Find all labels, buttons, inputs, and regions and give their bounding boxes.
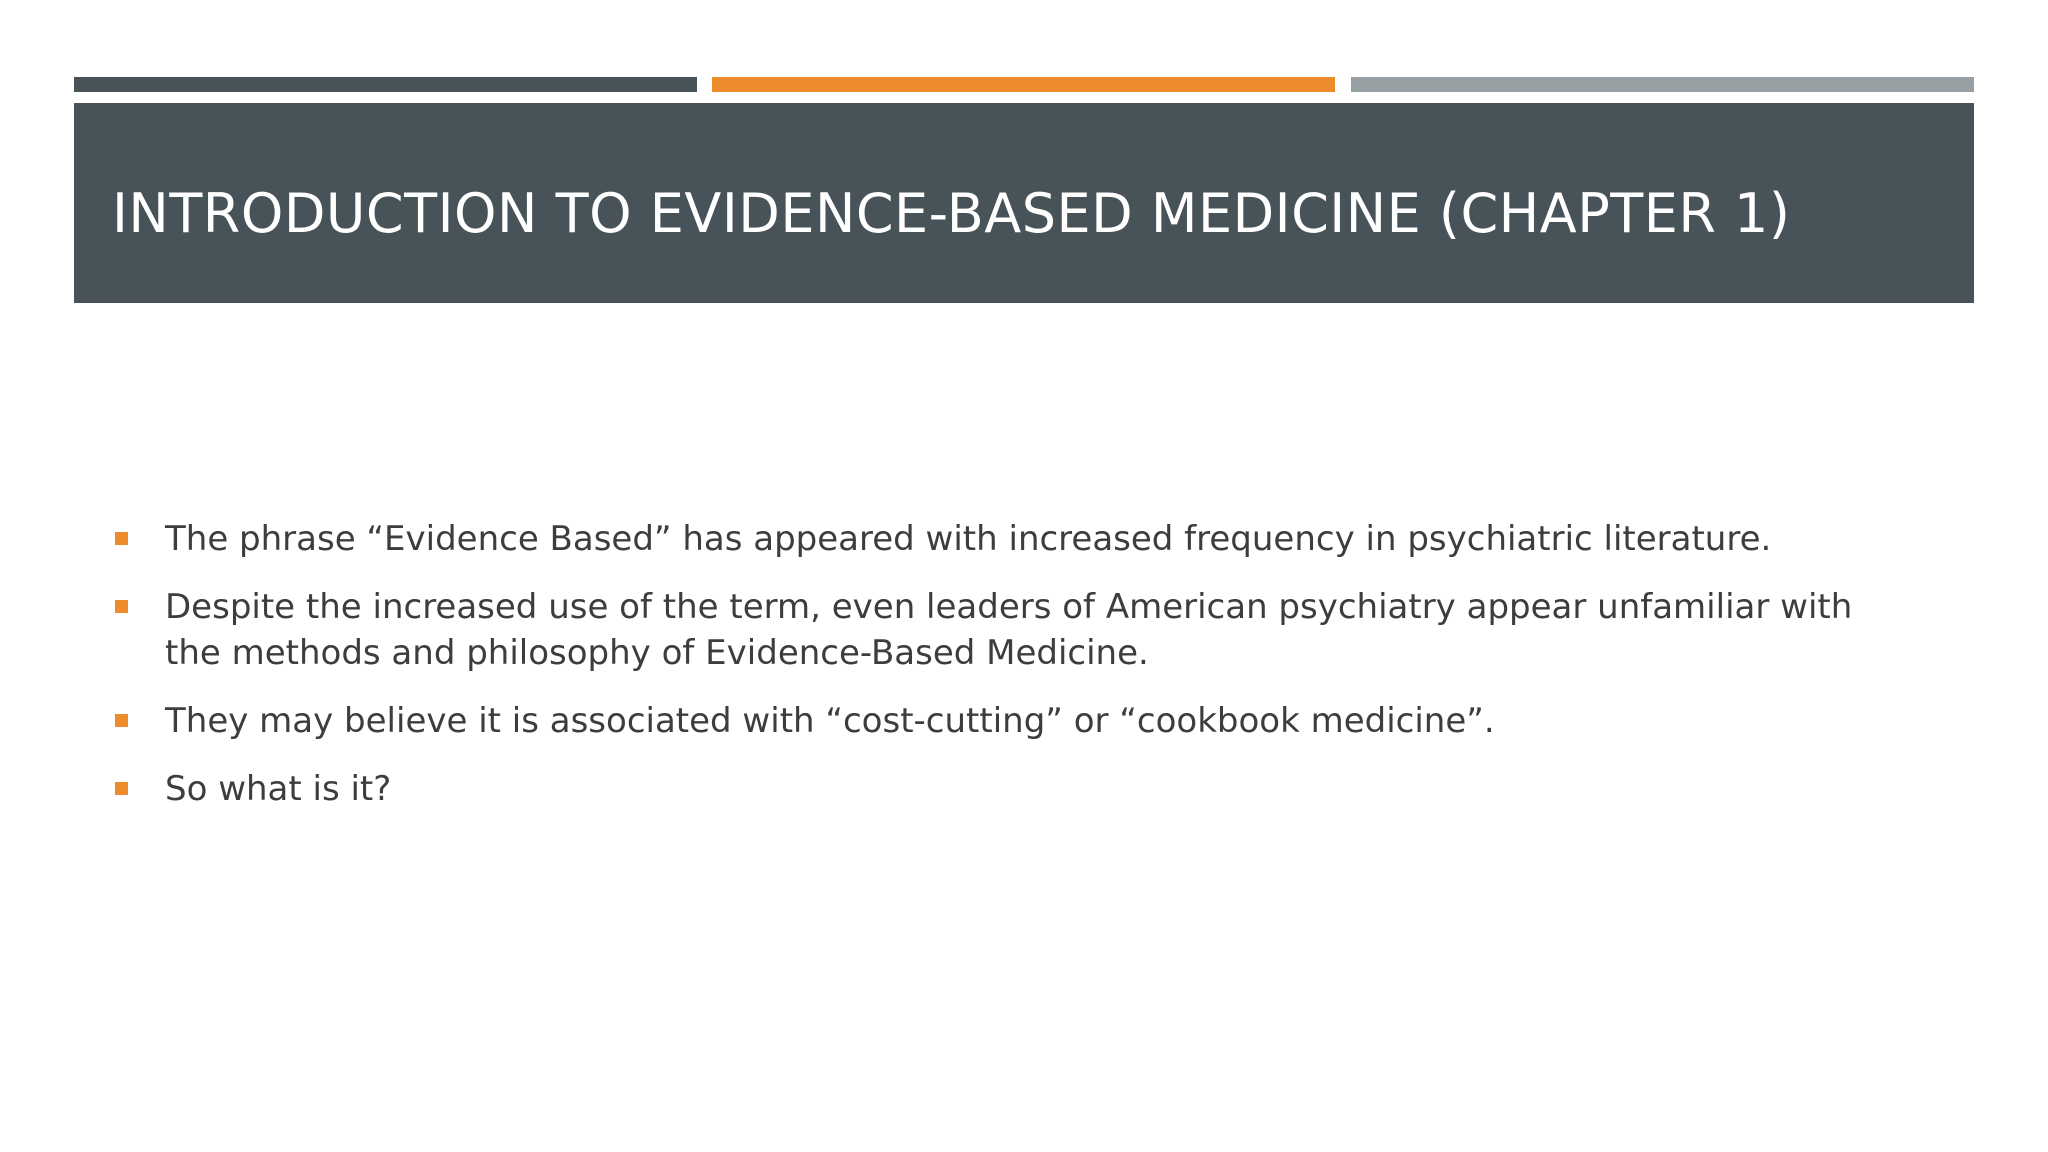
bullet-item xyxy=(115,766,1895,812)
square-bullet-icon xyxy=(115,782,128,795)
bullet-text: Despite the increased use of the term, even leaders of American psychiatry appear unfamiliar with the methods and philosophy of Evidence-Based Medicine. xyxy=(165,587,1853,673)
bullet-list xyxy=(115,516,1895,834)
bullet-text: So what is it? xyxy=(165,769,392,809)
title-band xyxy=(74,103,1974,303)
bullet-item xyxy=(115,698,1895,744)
square-bullet-icon xyxy=(115,714,128,727)
square-bullet-icon xyxy=(115,532,128,545)
accent-bar-dark xyxy=(74,77,697,92)
bullet-text: They may believe it is associated with “cost-cutting” or “cookbook medicine”. xyxy=(165,701,1495,741)
square-bullet-icon xyxy=(115,600,128,613)
bullet-item xyxy=(115,516,1895,562)
bullet-item xyxy=(115,584,1895,676)
accent-bar-orange xyxy=(712,77,1335,92)
slide-title: INTRODUCTION TO EVIDENCE-BASED MEDICINE (CHAPTER 1) xyxy=(112,182,1791,245)
bullet-text: The phrase “Evidence Based” has appeared with increased frequency in psychiatric literature. xyxy=(165,519,1772,559)
accent-bar-gray xyxy=(1351,77,1974,92)
